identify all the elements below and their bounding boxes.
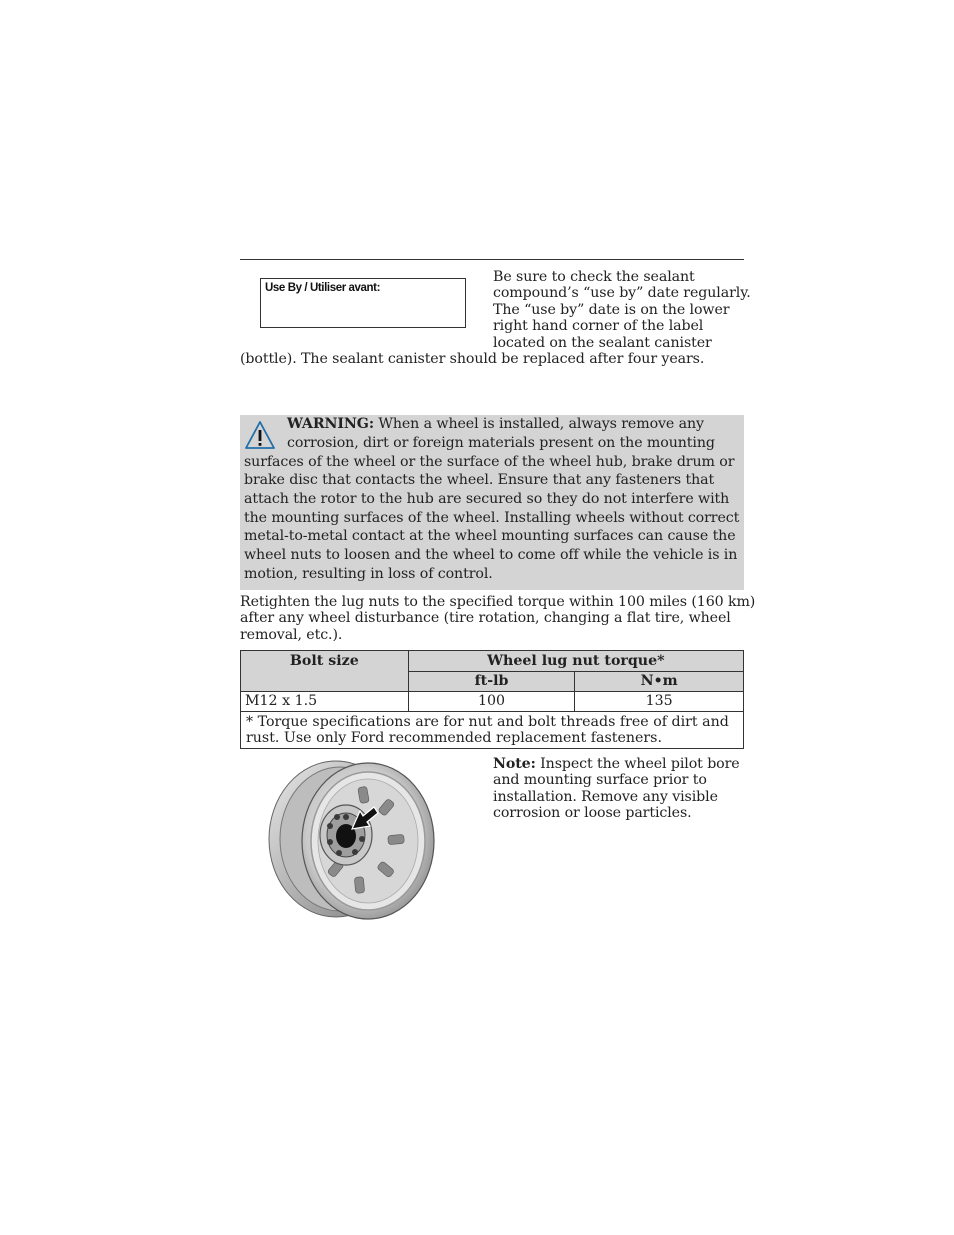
- header-nm: N•m: [575, 671, 744, 692]
- header-bolt-size: Bolt size: [241, 651, 409, 692]
- warning-triangle-icon: [244, 420, 276, 450]
- sealant-line: compound’s “use by” date regularly.: [493, 285, 751, 302]
- retighten-line: removal, etc.).: [240, 626, 343, 643]
- note-heading: Note:: [493, 756, 536, 772]
- header-ftlb: ft-lb: [408, 671, 575, 692]
- warning-line: wheel nuts to loosen and the wheel to come off while the vehicle is in: [244, 547, 738, 563]
- warning-line: metal-to-metal contact at the wheel mounting surfaces can cause the: [244, 528, 736, 544]
- sealant-paragraph: [493, 269, 751, 351]
- footnote-line: * Torque specifications are for nut and bolt threads free of dirt and: [246, 714, 729, 730]
- cell-bolt: M12 x 1.5: [241, 692, 409, 712]
- warning-line: attach the rotor to the hub are secured so they do not interfere with: [244, 491, 730, 507]
- sealant-last-line: (bottle). The sealant canister should be replaced after four years.: [240, 351, 705, 367]
- note-line: corrosion or loose particles.: [493, 805, 692, 822]
- cell-ftlb: 100: [408, 692, 575, 712]
- warning-line: surfaces of the wheel or the surface of the wheel hub, brake drum or: [244, 454, 735, 470]
- retighten-paragraph: [240, 594, 756, 643]
- use-by-label: [260, 278, 466, 328]
- note-first-text: Inspect the wheel pilot bore: [535, 756, 740, 772]
- cell-nm: 135: [575, 692, 744, 712]
- note-first-line: [493, 756, 744, 772]
- warning-line: corrosion, dirt or foreign materials present on the mounting: [287, 435, 715, 451]
- warning-first-line: [287, 416, 704, 432]
- warning-first-text: When a wheel is installed, always remove any: [373, 416, 704, 432]
- wheel-hub-illustration: [262, 759, 440, 923]
- note-line: and mounting surface prior to: [493, 772, 707, 789]
- top-rule: [240, 259, 744, 260]
- sealant-line: located on the sealant canister: [493, 334, 712, 351]
- warning-line: brake disc that contacts the wheel. Ensure that any fasteners that: [244, 472, 715, 488]
- sealant-line: right hand corner of the label: [493, 318, 704, 335]
- sealant-line: The “use by” date is on the lower: [493, 301, 730, 318]
- warning-line: the mounting surfaces of the wheel. Installing wheels without correct: [244, 510, 740, 526]
- footnote-line: rust. Use only Ford recommended replacement fasteners.: [246, 730, 662, 747]
- warning-line: motion, resulting in loss of control.: [244, 566, 493, 582]
- table-row: [241, 692, 744, 712]
- header-wheel-torque: Wheel lug nut torque*: [408, 651, 743, 672]
- note-paragraph: [493, 756, 744, 822]
- warning-box: [240, 415, 744, 590]
- retighten-line: after any wheel disturbance (tire rotation, changing a flat tire, wheel: [240, 610, 731, 627]
- table-footnote: [241, 712, 744, 749]
- warning-heading: WARNING:: [287, 416, 374, 432]
- torque-table: [240, 650, 744, 749]
- note-line: installation. Remove any visible: [493, 788, 718, 805]
- sealant-line: Be sure to check the sealant: [493, 269, 695, 285]
- retighten-line: Retighten the lug nuts to the specified torque within 100 miles (160 km): [240, 594, 756, 610]
- use-by-label-text: Use By / Utiliser avant:: [265, 282, 381, 294]
